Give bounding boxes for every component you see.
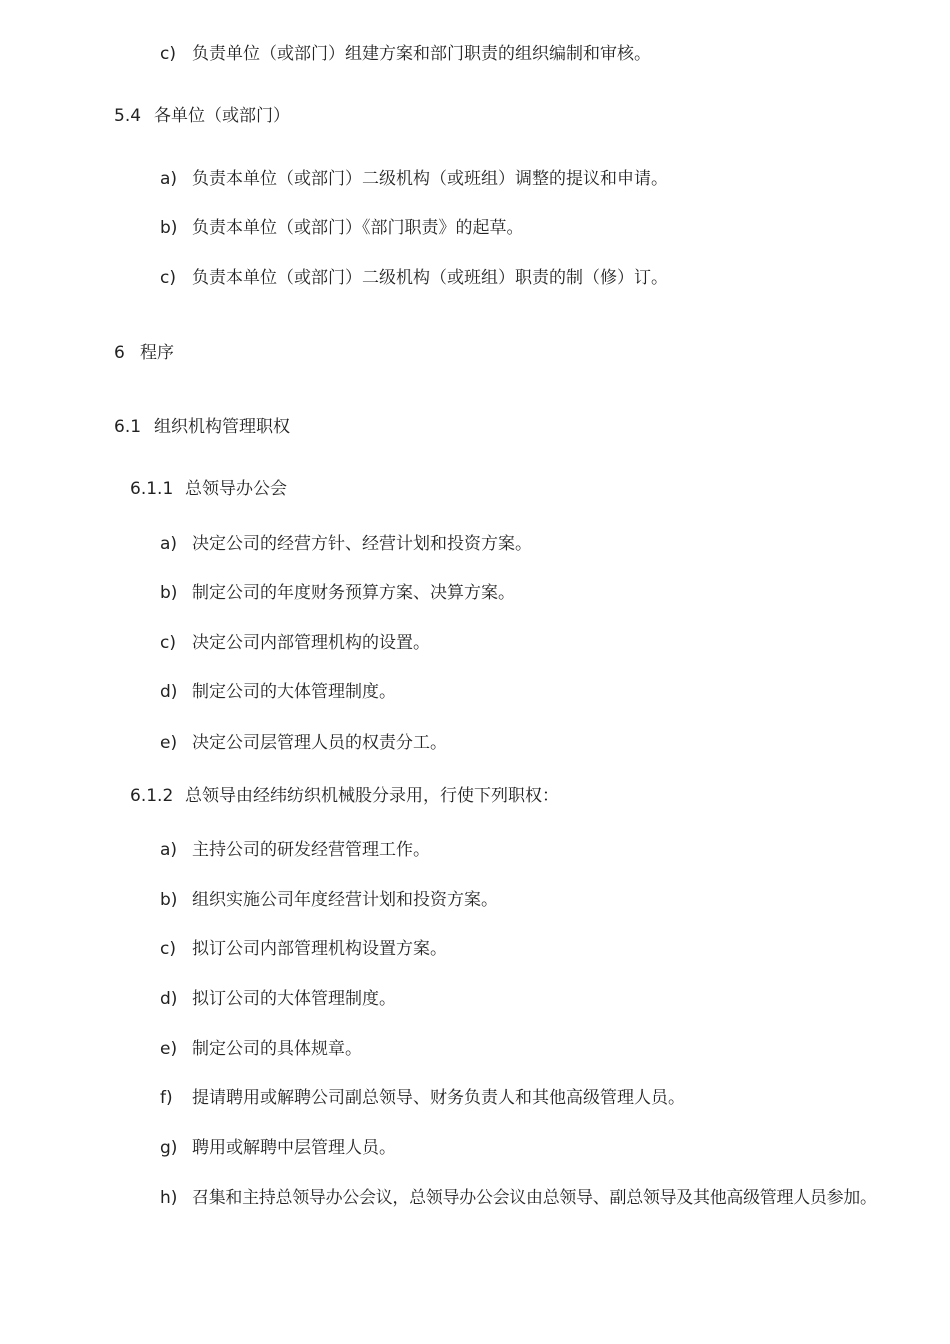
subsection-title: 总领导由经纬纺织机械股分录用，行使下列职权： — [185, 786, 559, 806]
item-text: 负责本单位（或部门）二级机构（或班组）职责的制（修）订。 — [192, 268, 668, 288]
subsection-title: 总领导办公会 — [185, 479, 287, 499]
item-text: 制定公司的年度财务预算方案、决算方案。 — [192, 583, 515, 603]
item-text: 召集和主持总领导办公会议，总领导办公会议由总领导、副总领导及其他高级管理人员参加。 — [192, 1188, 877, 1208]
item-label: c) — [160, 939, 176, 959]
item-label: b) — [160, 218, 178, 238]
section-title: 组织机构管理职权 — [154, 417, 290, 437]
item-label: b) — [160, 583, 178, 603]
item-label: e) — [160, 733, 178, 753]
subsection-number: 6.1.2 — [130, 786, 174, 806]
item-text: 聘用或解聘中层管理人员。 — [192, 1138, 396, 1158]
item-text: 负责本单位（或部门）《部门职责》的起草。 — [192, 218, 524, 238]
item-label: a) — [160, 169, 178, 189]
item-text: 负责本单位（或部门）二级机构（或班组）调整的提议和申请。 — [192, 169, 668, 189]
section-number: 5.4 — [114, 106, 142, 126]
item-label: c) — [160, 44, 176, 64]
item-text: 拟订公司内部管理机构设置方案。 — [192, 939, 447, 959]
item-text: 提请聘用或解聘公司副总领导、财务负责人和其他高级管理人员。 — [192, 1088, 685, 1108]
item-text: 组织实施公司年度经营计划和投资方案。 — [192, 890, 498, 910]
item-label: d) — [160, 989, 178, 1009]
item-text: 主持公司的研发经营管理工作。 — [192, 840, 430, 860]
item-label: a) — [160, 534, 178, 554]
item-text: 决定公司层管理人员的权责分工。 — [192, 733, 447, 753]
item-label: c) — [160, 633, 176, 653]
item-text: 制定公司的大体管理制度。 — [192, 682, 396, 702]
item-label: f) — [160, 1088, 173, 1108]
item-text: 拟订公司的大体管理制度。 — [192, 989, 396, 1009]
item-label: b) — [160, 890, 178, 910]
item-label: c) — [160, 268, 176, 288]
item-text: 负责单位（或部门）组建方案和部门职责的组织编制和审核。 — [192, 44, 651, 64]
item-label: h) — [160, 1188, 178, 1208]
section-title: 程序 — [140, 343, 174, 363]
item-label: e) — [160, 1039, 178, 1059]
item-label: a) — [160, 840, 178, 860]
section-number: 6.1 — [114, 417, 142, 437]
subsection-number: 6.1.1 — [130, 479, 174, 499]
item-text: 制定公司的具体规章。 — [192, 1039, 362, 1059]
section-number: 6 — [114, 343, 125, 363]
item-label: g) — [160, 1138, 178, 1158]
item-label: d) — [160, 682, 178, 702]
item-text: 决定公司内部管理机构的设置。 — [192, 633, 430, 653]
section-title: 各单位（或部门） — [154, 106, 290, 126]
item-text: 决定公司的经营方针、经营计划和投资方案。 — [192, 534, 532, 554]
